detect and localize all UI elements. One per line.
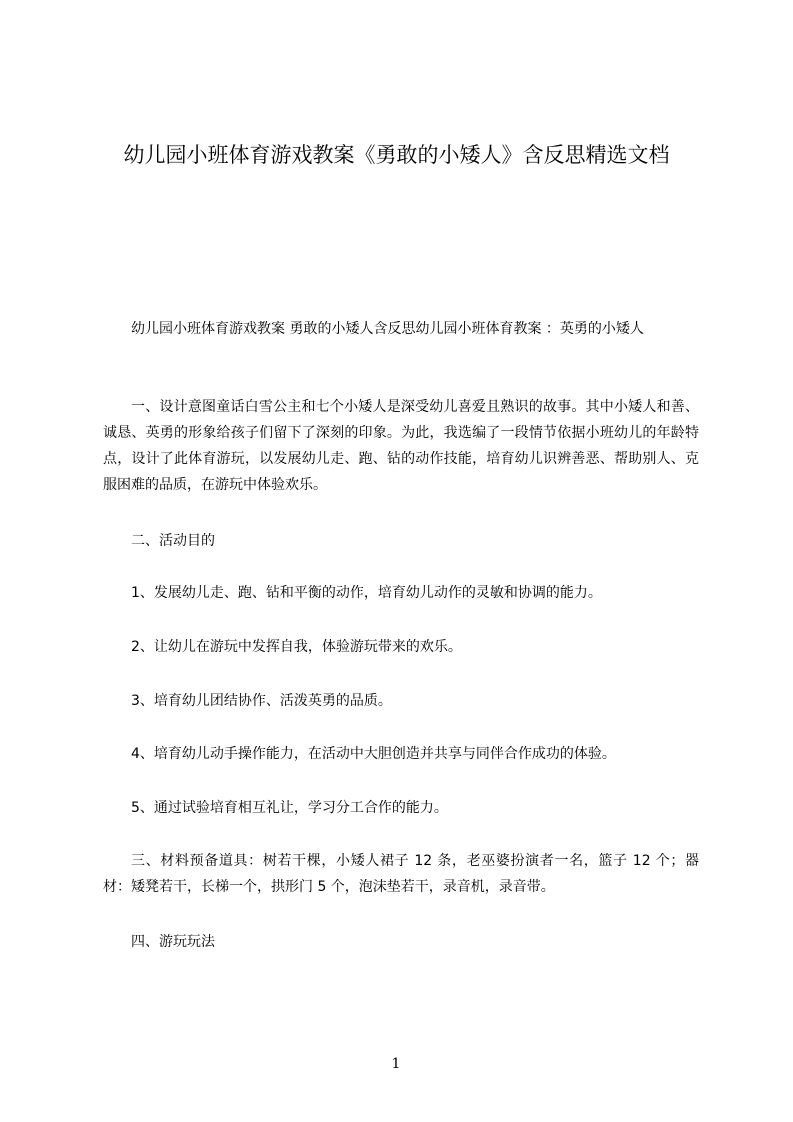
goals-heading: 二、活动目的 bbox=[131, 533, 215, 549]
goal-item-4: 4、培育幼儿动手操作能力，在活动中大胆创造并共享与同伴合作成功的体验。 bbox=[131, 746, 616, 762]
design-intent-paragraph: 一、设计意图童话白雪公主和七个小矮人是深受幼儿喜爱且熟识的故事。其中小矮人和善、诚恳、英勇的形象给孩子们留下了深刻的印象。为此，我选编了一段情节依据小班幼儿的年龄特点，设计了此体育游玩，以发展幼儿走、跑、钻的动作技能，培育幼儿识辨善恶、帮助别人、克服困难的品质，在游玩中体验欢乐。 bbox=[103, 399, 699, 493]
document-title: 幼儿园小班体育游戏教案《勇敢的小矮人》含反思精选文档 bbox=[123, 143, 670, 167]
goal-item-3: 3、培育幼儿团结协作、活泼英勇的品质。 bbox=[131, 693, 392, 709]
page-number: 1 bbox=[391, 1056, 401, 1072]
intro-paragraph: 幼儿园小班体育游戏教案 勇敢的小矮人含反思幼儿园小班体育教案 ：英勇的小矮人 bbox=[131, 321, 644, 337]
materials-paragraph: 三、材料预备道具：树若干棵，小矮人裙子 12 条，老巫婆扮演者一名，篮子 12 个；器材：矮凳若干，长梯一个，拱形门 5 个，泡沫垫若干，录音机，录音带。 bbox=[103, 853, 699, 895]
gameplay-heading: 四、游玩玩法 bbox=[131, 934, 215, 950]
goal-item-2: 2、让幼儿在游玩中发挥自我，体验游玩带来的欢乐。 bbox=[131, 639, 462, 655]
goal-item-5: 5、通过试验培育相互礼让，学习分工合作的能力。 bbox=[131, 800, 448, 816]
goal-item-1: 1、发展幼儿走、跑、钻和平衡的动作，培育幼儿动作的灵敏和协调的能力。 bbox=[131, 585, 602, 601]
